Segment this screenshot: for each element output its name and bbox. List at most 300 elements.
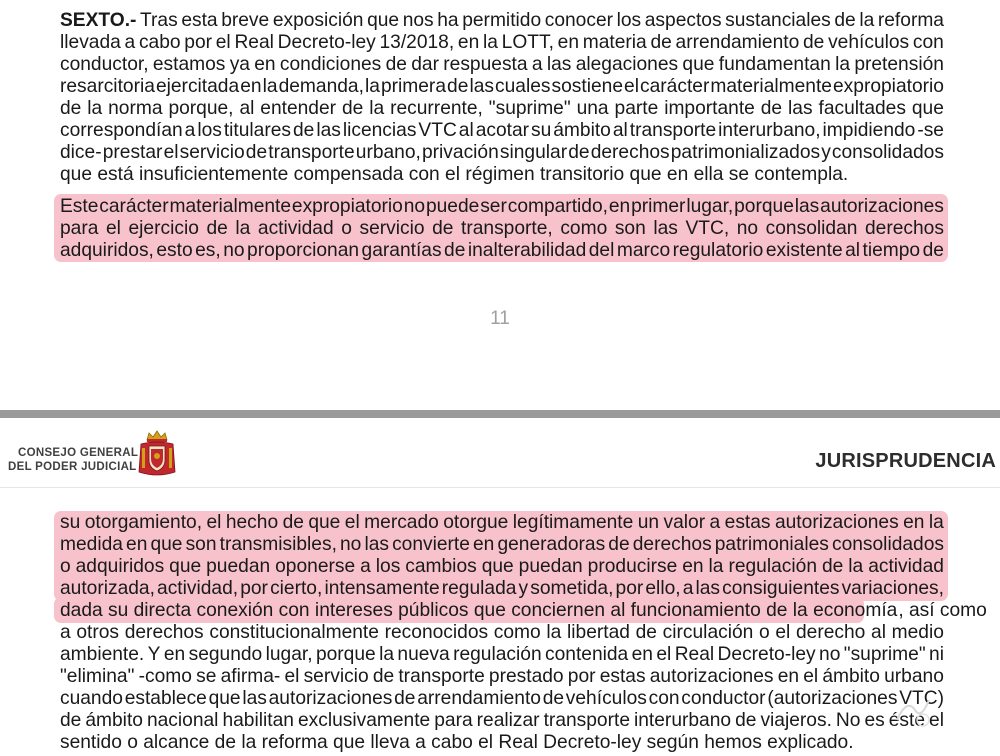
word: singular [499,142,568,163]
word: en [473,534,495,555]
word: contenida [545,644,629,665]
word: autorizaciones [820,196,944,217]
word: sometida, [530,578,614,599]
word: de [542,688,565,709]
word: transporte [398,666,485,687]
word: es, [195,240,221,261]
word: exposición [272,10,364,31]
word: "suprime" [488,98,571,119]
word: medio [891,622,944,643]
word: garantías [361,240,442,261]
word: otorgamiento, [84,512,203,533]
word: adquiridos, [60,240,154,261]
word: otorgue [443,512,509,533]
word: primera [380,76,446,97]
word: VTC, [685,218,730,239]
word: intensamente [324,578,440,599]
word: puede [425,196,480,217]
word: de [735,710,757,731]
page-number: 11 [490,308,510,329]
word: arrendamiento [675,32,800,53]
word: el [284,666,300,687]
word: urbano, [355,142,421,163]
word: vehículos [565,688,647,709]
highlighted-line [60,240,944,262]
word: para [434,710,473,731]
word: el [344,512,360,533]
header-rule [0,487,1000,488]
word: Este [60,196,99,217]
word: transmisibles, [219,534,337,555]
word: su [60,512,81,533]
word: el [624,76,639,97]
word: transporte, [461,218,553,239]
word: fundamentan [718,54,831,75]
word: valor [663,512,706,533]
word: viajeros. [760,710,832,731]
word: las [316,120,341,141]
word: regulación [728,556,817,577]
word: nueva [397,644,450,665]
word: recurrente, [390,98,483,119]
word: correspondían [60,120,183,141]
word: convierte [392,534,470,555]
word: porque [734,196,794,217]
word: la [835,54,851,75]
word: transporte [268,142,355,163]
word: respuesta [443,54,528,75]
word: las [469,76,494,97]
word: puedan [206,556,271,577]
word: sustanciales [725,10,831,31]
highlighted-line [60,556,944,578]
word: en [903,512,925,533]
word: consolidados [831,142,944,163]
word: ámbito [822,666,880,687]
word: las [653,218,678,239]
word: carácter [640,76,710,97]
word: que [208,688,241,709]
word: ha [437,10,459,31]
word: ámbito [553,120,611,141]
word: licencias [342,120,417,141]
word: en [457,32,480,53]
word: permitido [462,10,542,31]
word: alegaciones [575,54,679,75]
word: Tras [140,10,178,31]
word: parte [614,98,659,119]
word: consolidan [765,218,858,239]
word: en [777,666,800,687]
word: de [834,10,856,31]
word: como [493,622,541,643]
word: nos [402,10,434,31]
word: se [196,666,217,687]
word: el [929,710,944,731]
word: cambios [405,556,477,577]
word: puedan [518,556,583,577]
word: las [788,98,813,119]
word: regulación [453,644,542,665]
word: de [803,32,825,53]
word: titulares [223,120,292,141]
highlighted-line [60,512,944,534]
word: que [308,512,341,533]
paragraph-line: que está insuficientemente compensada con el régimen transitorio que en ella se contempla. [60,164,849,185]
word: de [760,98,783,119]
word: los [375,556,401,577]
word: y [518,578,529,599]
word: que [481,556,514,577]
word: por [184,32,213,53]
word: materia [582,32,647,53]
word: interurbano [634,710,732,731]
word: reforma [877,10,944,31]
word: porque, [168,98,234,119]
highlighted-line [60,578,944,600]
word: en [682,556,704,577]
word: LOTT, [501,32,554,53]
word: un [637,512,660,533]
word: legítimamente [512,512,634,533]
word: libertad [567,622,630,643]
word: acotar [475,120,530,141]
word: segundo [188,644,263,665]
word: servicio [359,218,425,239]
paragraph-line [60,98,944,120]
word: en [240,76,262,97]
word: la [928,512,944,533]
word: en [126,534,148,555]
highlight-tail: , así como [898,600,987,621]
word: breve [221,10,270,31]
word: derechos [865,218,944,239]
word: en [608,196,631,217]
word: Y [147,644,161,665]
word: autorizaciones [649,666,774,687]
word: los [197,120,222,141]
word: Decreto-ley [717,644,816,665]
word: exclusivamente [297,710,431,731]
paragraph-line [60,644,944,666]
word: el [803,666,819,687]
word: prestar [102,142,163,163]
word: lugar, [265,644,313,665]
word: de [432,218,454,239]
word: mercado [364,512,439,533]
word: Real [674,644,715,665]
word: actividad, [157,578,239,599]
highlighted-line [60,218,944,240]
word: de [293,120,315,141]
word: autorizaciones [268,688,393,709]
word: arrendamiento [417,688,541,709]
word: de [60,98,82,119]
word: oponerse [275,556,356,577]
word: Real [234,32,274,53]
word: con [912,32,944,53]
word: de [447,76,469,97]
section-label: SEXTO.- [60,10,137,31]
highlighted-line [60,534,944,556]
word: derechos [124,622,204,643]
word: ambiente. [60,644,145,665]
section-title: JURISPRUDENCIA [815,450,996,472]
word: dice- [60,142,102,163]
signature-stamp-icon [893,690,933,730]
word: de [245,142,268,163]
word: esta [181,10,218,31]
word: al [458,120,474,141]
paragraph-line: sentido o alcance de la reforma que lleva a cabo el Real Decreto-ley según hemos explicado. [60,732,854,753]
word: de [282,512,304,533]
word: cabo [138,32,181,53]
word: regulada [441,578,517,599]
word: Decreto-ley [277,32,376,53]
highlighted-line: dada su directa conexión con intereses públicos que conciernen al funcionamiento de la economía , así como [60,600,987,621]
word: ámbito [85,710,143,731]
word: una [576,98,609,119]
word: ello, [645,578,681,599]
word: la [364,76,380,97]
word: a [60,622,71,643]
word: "elimina" [60,666,135,687]
word: sostiene [551,76,623,97]
word: su [531,120,552,141]
word: a [360,556,371,577]
paragraph-line [60,142,944,164]
word: pretensión [854,54,944,75]
word: la [379,644,395,665]
word: de [206,218,228,239]
word: conocer [544,10,614,31]
word: que [169,556,202,577]
word: norma [108,98,163,119]
word: demanda, [278,76,364,97]
word: que [682,54,715,75]
word: no [340,534,362,555]
word: al [845,240,861,261]
org-name: CONSEJO GENERAL DEL PODER JUDICIAL [8,447,139,473]
word: a [709,512,721,533]
cgpj-coat-of-arms-icon [136,428,178,480]
word: porque [315,644,376,665]
word: conductor, [60,54,149,75]
word: las [794,196,820,217]
word: cuales [495,76,551,97]
word: 13/2018, [379,32,455,53]
word: de [444,240,466,261]
word: de [608,534,630,555]
word: o [759,622,770,643]
word: No [835,710,861,731]
word: materialmente [710,76,832,97]
word: interurbano, [718,120,821,141]
word: entender [260,98,337,119]
word: servicio [179,142,245,163]
word: adquiridos [75,556,165,577]
word: patrimoniales [714,534,829,555]
word: de [568,142,590,163]
word: en [631,644,653,665]
word: ni [929,644,944,665]
word: autorizaciones [774,512,899,533]
word: en [557,32,579,53]
word: no [736,218,759,239]
word: las [242,688,267,709]
word: al [239,98,255,119]
word: estas [724,512,771,533]
word: que [367,10,400,31]
word: prestado [488,666,564,687]
word: al [871,622,886,643]
word: urbano [884,666,944,687]
word: hecho [225,512,279,533]
word: transporte [629,120,717,141]
word: por [567,666,596,687]
word: el [206,512,222,533]
word: expropiatorio [833,76,944,97]
word: -como [138,666,192,687]
word: de [385,54,407,75]
word: cierto, [270,578,323,599]
paragraph-line [60,622,944,644]
paragraph-line [60,32,944,54]
word: lugar, [686,196,734,217]
word: que [150,534,183,555]
word: servicio [303,666,369,687]
word: son [614,218,646,239]
word: ya [229,54,250,75]
word: inalterabilidad [467,240,587,261]
word: la [235,218,251,239]
word: los [616,10,642,31]
word: las [546,54,572,75]
paragraph-line [60,710,944,732]
paragraph-line [60,666,944,688]
word: (autorizaciones [767,688,898,709]
word: dar [411,54,439,75]
word: que [911,98,944,119]
word: son [185,534,217,555]
word: las [695,578,721,599]
word: a [531,54,543,75]
word: de [922,240,944,261]
word: por [615,578,644,599]
word: condiciones [279,54,382,75]
word: variaciones, [841,578,944,599]
word: VTC [418,120,457,141]
word: la [848,556,864,577]
word: la [87,98,103,119]
word: constitucionalmente [209,622,379,643]
word: la [262,76,278,97]
word: de [60,710,82,731]
word: expropiatorio [291,196,403,217]
word: estamos [152,54,226,75]
word: circulación [662,622,754,643]
word: esto [156,240,193,261]
word: materialmente [169,196,292,217]
word: afirma- [220,666,281,687]
word: realizar [476,710,540,731]
word: en [254,54,276,75]
word: actividad [868,556,944,577]
word: el [163,142,179,163]
paragraph-line [60,54,944,76]
word: en [163,644,186,665]
word: a [682,578,694,599]
word: proporcionan [247,240,360,261]
paragraph-line [60,120,944,142]
word: consiguientes [722,578,840,599]
word: la [859,10,875,31]
word: establece [124,688,207,709]
word: -se [917,120,944,141]
word: VTC) [899,688,944,709]
word: para [60,218,99,239]
highlighted-line [60,196,944,218]
word: habilitan [222,710,294,731]
word: de [341,98,364,119]
word: consolidados [831,534,944,555]
word: aspectos [644,10,722,31]
word: ejercitada [155,76,240,97]
word: la [369,98,385,119]
word: la [546,622,562,643]
word: derecho [796,622,866,643]
word: de [821,556,844,577]
word: la [708,556,724,577]
word: ser [480,196,507,217]
word: o [60,556,71,577]
paragraph-line [60,688,944,710]
word: "suprime" [843,644,926,665]
word: el [656,644,672,665]
word: por [240,578,268,599]
word: a [124,32,136,53]
word: y [821,142,831,163]
word: patrimonializados [670,142,821,163]
word: otros [76,622,120,643]
word: facultades [818,98,906,119]
word: marco [616,240,671,261]
word: derechos [590,142,670,163]
word: impidiendo [822,120,916,141]
word: de [635,622,657,643]
word: no [223,240,245,261]
word: regulatorio [672,240,764,261]
word: resarcitoria [60,76,155,97]
word: la [483,32,498,53]
word: a [184,120,196,141]
word: del [588,240,615,261]
word: producirse [587,556,678,577]
word: llevada [60,32,121,53]
word: compartido, [507,196,608,217]
word: éste [888,710,926,731]
word: al [612,120,628,141]
word: no [403,196,426,217]
word: conductor [681,688,766,709]
word: como [560,218,608,239]
word: el [775,622,791,643]
word: reconocidos [384,622,489,643]
paragraph-line [60,76,944,98]
word: cuando [60,688,123,709]
word: con [648,688,680,709]
word: privación [421,142,499,163]
